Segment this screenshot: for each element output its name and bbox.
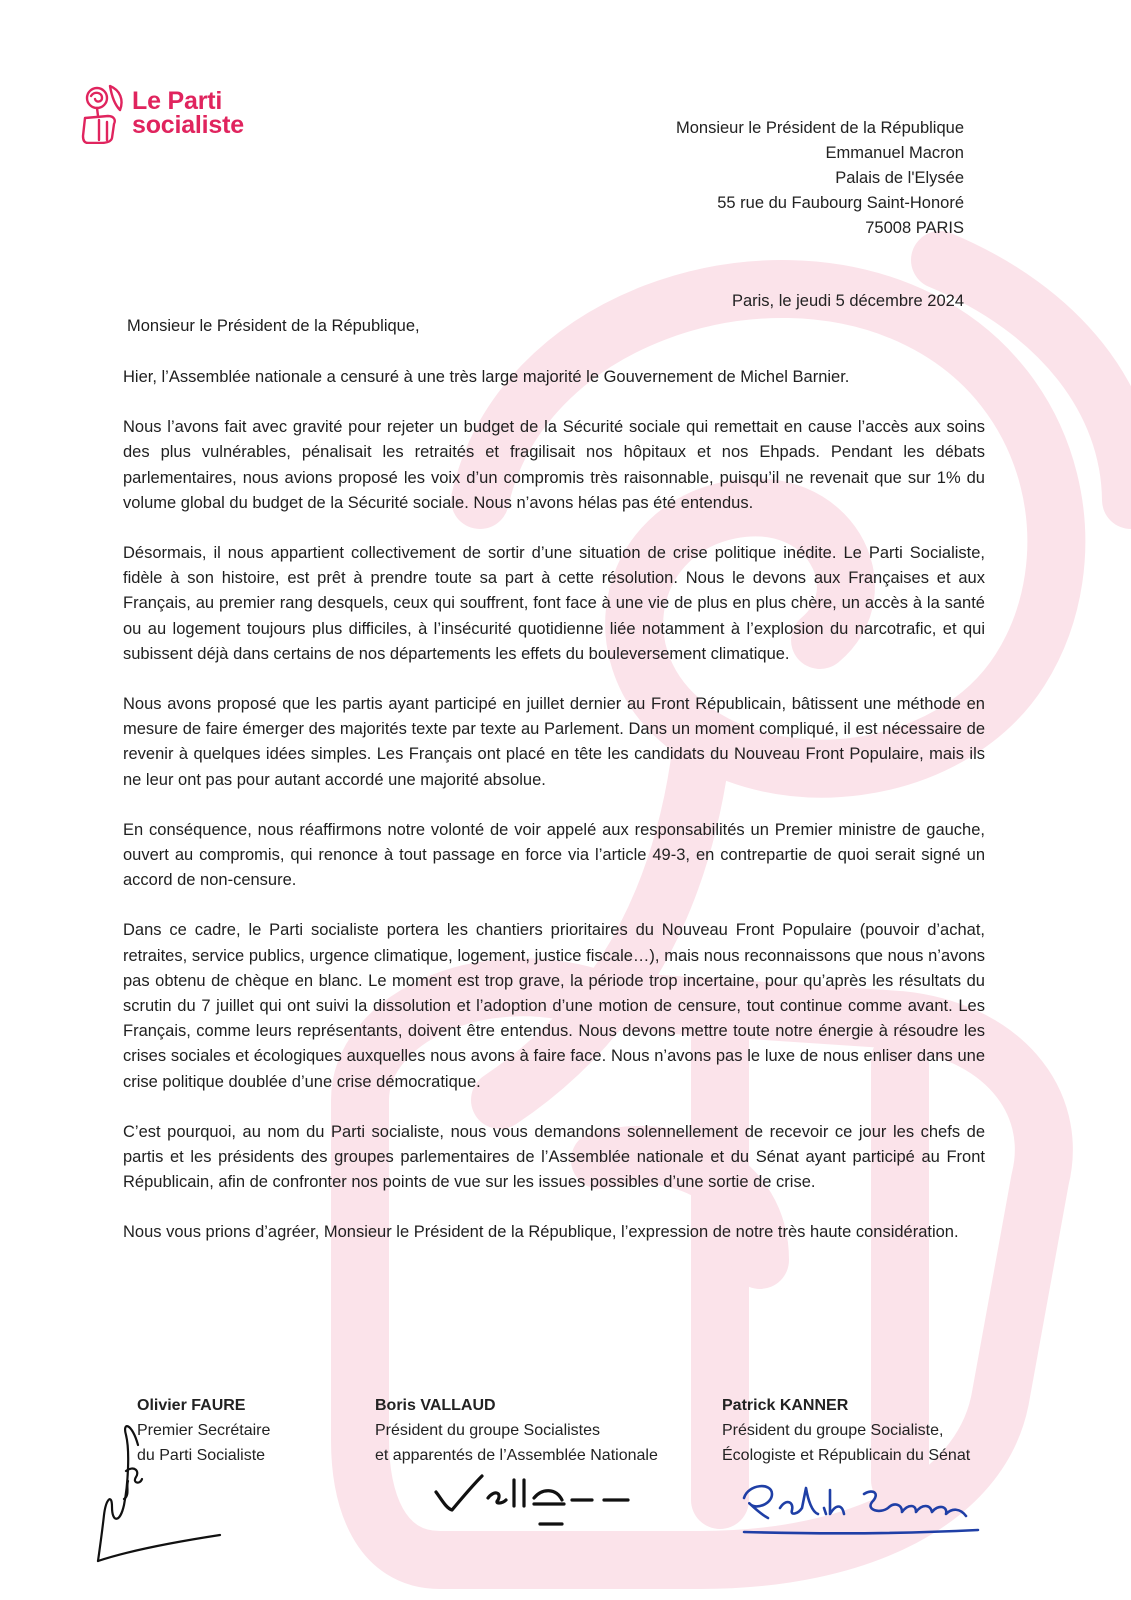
recipient-line: 75008 PARIS bbox=[865, 219, 964, 237]
signatory-name: Patrick KANNER bbox=[722, 1397, 849, 1414]
party-logo bbox=[80, 82, 244, 144]
signatory-kanner bbox=[722, 1393, 970, 1468]
body-paragraph: Désormais, il nous appartient collectivement de sortir d’une situation de crise politique inédite. Le Parti Socialiste, fidèle à son histoire, est prêt à prendre toute sa part à cette résolution. Nous le devons aux Françaises et aux Français, au premier rang desquels, ceux qui souffrent, font face à une vie de plus en plus chère, un accès à la santé ou au logement toujours plus difficiles, à l’insécurité quotidienne liée notamment à l’explosion du narcotrafic, et qui subissent déjà dans certains de nos départements les effets du bouleversement climatique. bbox=[123, 544, 985, 663]
body-paragraph: Dans ce cadre, le Parti socialiste portera les chantiers prioritaires du Nouveau Front Populaire (pouvoir d’achat, retraites, service publics, urgence climatique, logement, justice fiscale…), mais nous reconnaissons que nous n’avons pas obtenu de chèque en blanc. Le moment est trop grave, la période trop incertaine, pour qu’après les résultats du scrutin du 7 juillet qui ont suivi la dissolution et l’adoption d’une motion de censure, tout continue comme avant. Les Français, comme leurs représentants, doivent être entendus. Nous devons mettre toute notre énergie à résoudre les crises sociales et écologiques auxquelles nous avons à faire face. Nous n’avons pas le luxe de nous enliser dans une crise politique doublée d’une crise démocratique. bbox=[123, 921, 985, 1091]
body-paragraph: Hier, l’Assemblée nationale a censuré à une très large majorité le Gouvernement de Michel Barnier. bbox=[123, 368, 850, 386]
signatory-title: Premier Secrétaire bbox=[137, 1422, 271, 1439]
rose-in-fist-icon bbox=[80, 82, 126, 144]
recipient-line: 55 rue du Faubourg Saint-Honoré bbox=[717, 194, 964, 212]
signature-kanner bbox=[738, 1478, 988, 1540]
signatory-title: du Parti Socialiste bbox=[137, 1447, 266, 1464]
recipient-line: Palais de l'Elysée bbox=[835, 169, 964, 187]
party-name bbox=[132, 89, 244, 137]
signatory-name: Boris VALLAUD bbox=[375, 1397, 496, 1414]
salutation: Monsieur le Président de la République, bbox=[127, 317, 420, 335]
letter-date: Paris, le jeudi 5 décembre 2024 bbox=[731, 292, 964, 310]
signatory-title: Écologiste et Républicain du Sénat bbox=[722, 1447, 971, 1464]
signatory-title: Président du groupe Socialistes bbox=[375, 1422, 601, 1439]
party-name-line2: socialiste bbox=[132, 111, 244, 139]
recipient-line: Monsieur le Président de la République bbox=[675, 119, 964, 137]
body-paragraph: En conséquence, nous réaffirmons notre volonté de voir appelé aux responsabilités un Premier ministre de gauche, ouvert au compromis, qui renonce à tout passage en force via l’article 49-3, en contrepartie de quoi serait signé un accord de non-censure. bbox=[123, 820, 985, 890]
body-paragraph: Nous vous prions d’agréer, Monsieur le Président de la République, l’expression de notre très haute considération. bbox=[123, 1223, 959, 1242]
party-name-line1: Le Parti bbox=[132, 87, 223, 115]
body-paragraph: Nous avons proposé que les partis ayant participé en juillet dernier au Front Républicain, bâtissent une méthode en mesure de faire émerger des majorités texte par texte au Parlement. Dans un moment compliqué, il est nécessaire de revenir à quelques idées simples. Les Français ont placé en tête les candidats du Nouveau Front Populaire, mais ils ne leur ont pas pour autant accordé une majorité absolue. bbox=[123, 695, 985, 789]
letter-body bbox=[123, 365, 985, 1271]
recipient-address bbox=[676, 116, 964, 241]
signatory-title: et apparentés de l’Assemblée Nationale bbox=[375, 1447, 658, 1464]
recipient-line: Emmanuel Macron bbox=[825, 144, 964, 162]
signatory-name: Olivier FAURE bbox=[137, 1397, 246, 1414]
body-paragraph: Nous l’avons fait avec gravité pour rejeter un budget de la Sécurité sociale qui remettait en cause l’accès aux soins des plus vulnérables, pénalisait les retraités et fragilisait nos hôpitaux et nos Ehpads. Pendant les débats parlementaires, nous avions proposé les voix d’un compromis très raisonnable, puisqu’il ne revenait que sur 1% du volume global du budget de la Sécurité sociale. Nous n’avons hélas pas été entendus. bbox=[123, 418, 985, 512]
signatory-title: Président du groupe Socialiste, bbox=[722, 1422, 944, 1439]
signature-vallaud bbox=[432, 1470, 662, 1540]
body-paragraph: C’est pourquoi, au nom du Parti socialiste, nous vous demandons solennellement de recevoir ce jour les chefs de partis et les présidents des groupes parlementaires de l’Assemblée nationale et du Sénat ayant participé au Front Républicain, afin de confronter nos points de vue sur les issues possibles d’une sortie de crise. bbox=[123, 1122, 985, 1192]
signatory-vallaud bbox=[375, 1393, 658, 1468]
signature-faure bbox=[88, 1415, 238, 1565]
